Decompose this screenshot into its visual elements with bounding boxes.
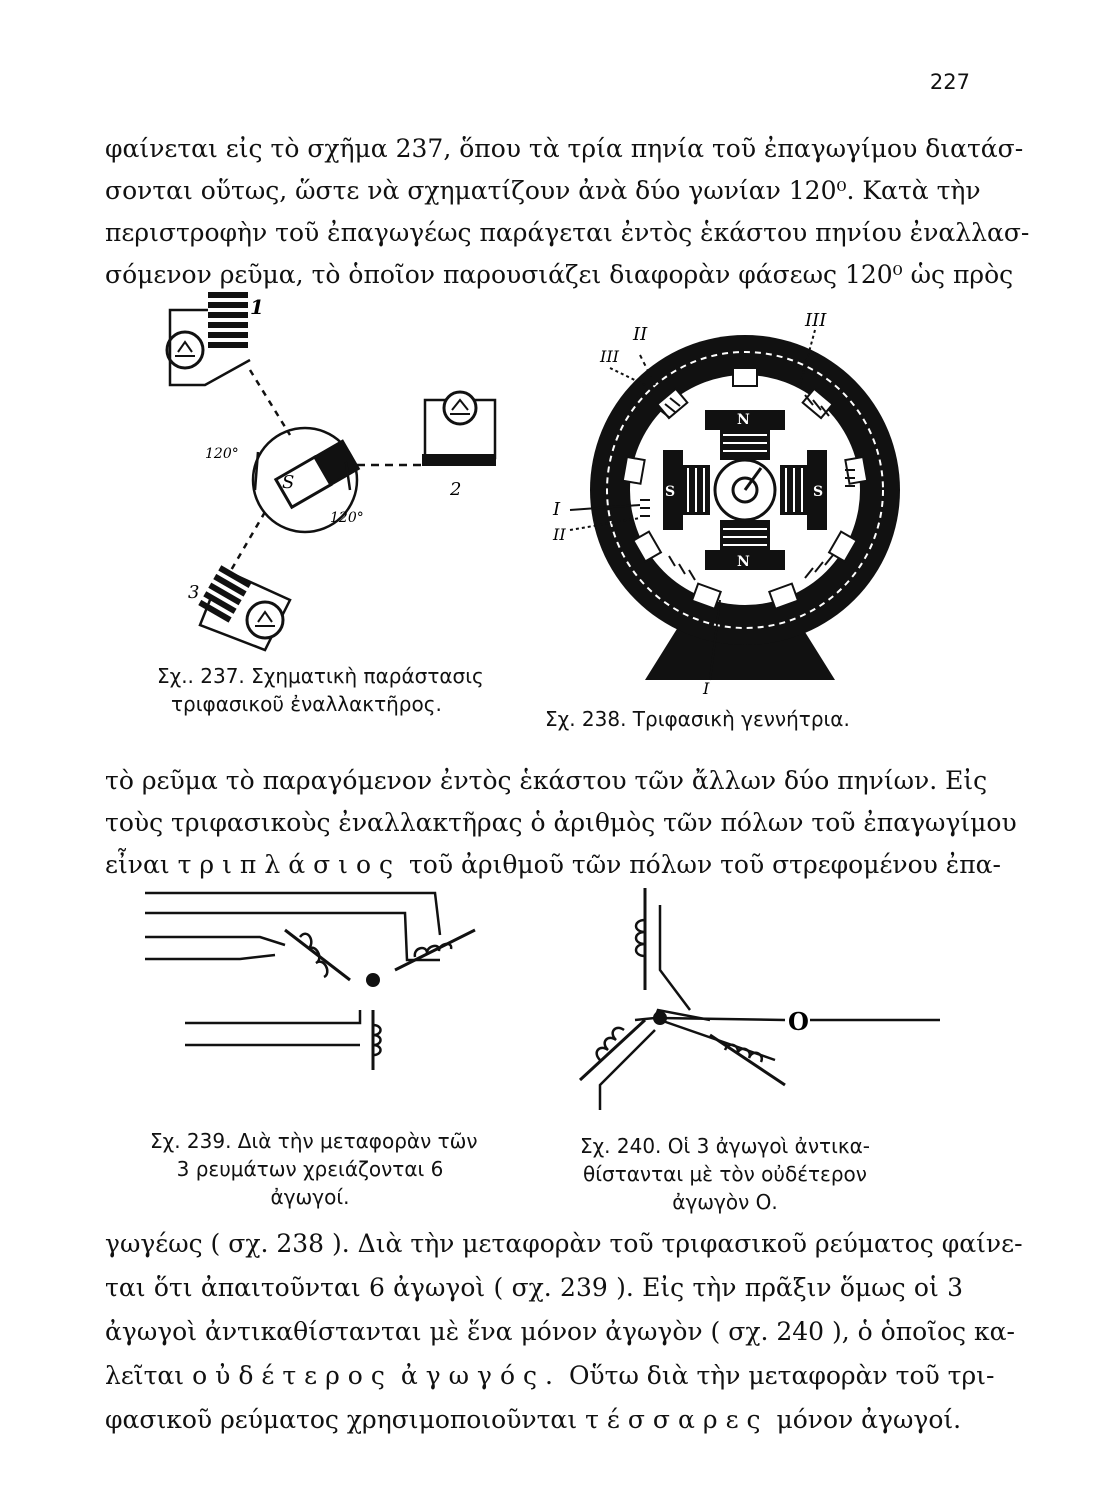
fig238-pole-n-bottom: N <box>737 554 750 570</box>
paragraph-2 <box>105 760 1017 886</box>
emphasized-word: τριπλάσιος <box>177 850 402 879</box>
paragraph-1 <box>105 128 1030 296</box>
paragraph-3 <box>105 1222 1023 1442</box>
fig237-label-angle-b: 120° <box>330 510 364 526</box>
fig238-label-left-ii: II <box>553 525 566 544</box>
figure-240-caption <box>560 1132 890 1216</box>
figure-237-caption-line: Σχ.. 237. Σχηματικὴ παράστασις <box>157 664 484 688</box>
fig238-label-top-iii-right: III <box>805 310 827 331</box>
page-number: 227 <box>929 70 970 94</box>
paragraph-2-word: τοῦ ἀριθμοῦ τῶν πόλων τοῦ στρεφομένου ἐπα- <box>408 850 1001 879</box>
figure-239-caption-line: Σχ. 239. Διὰ τὴν μεταφορὰν τῶν <box>150 1129 478 1153</box>
figure-239-caption-line: 3 ρευμάτων χρειάζονται 6 <box>176 1157 444 1181</box>
paragraph-3-word: μόνον ἀγωγοί. <box>776 1405 962 1434</box>
fig238-label-top-iii-left: III <box>600 347 619 366</box>
paragraph-1-line: φαίνεται εἰς τὸ σχῆμα 237, ὅπου τὰ τρία πηνία τοῦ ἐπαγωγίμου διατάσ- <box>105 134 1024 163</box>
fig237-label-angle-a: 120° <box>205 446 239 462</box>
fig240-label-neutral: O <box>788 1007 809 1036</box>
fig237-label-coil-1: 1 <box>250 295 264 319</box>
paragraph-2-line: τοὺς τριφασικοὺς ἐναλλακτῆρας ὁ ἀριθμὸς τῶν πόλων τοῦ ἐπαγωγίμου <box>105 808 1017 837</box>
fig238-pole-s-right: S <box>813 484 824 500</box>
figure-240-caption-line: Σχ. 240. Οἱ 3 ἀγωγοὶ ἀντικα- <box>579 1134 871 1158</box>
paragraph-1-line: σόμενον ρεῦμα, τὸ ὁποῖον παρουσιάζει διαφορὰν φάσεως 120⁰ ὡς πρὸς <box>105 260 1014 289</box>
paragraph-3-word: λεῖται <box>105 1361 185 1390</box>
fig238-label-left-i: I <box>553 499 561 520</box>
paragraph-1-line: σονται οὕτως, ὥστε νὰ σχηματίζουν ἀνὰ δύο γωνίαν 120⁰. Κατὰ τὴν <box>105 176 981 205</box>
coil-1-winding <box>167 292 250 385</box>
figure-239-caption <box>150 1127 478 1211</box>
paragraph-2-word: εἶναι <box>105 850 170 879</box>
paragraph-3-line <box>105 1354 995 1398</box>
paragraph-3-line <box>105 1398 963 1442</box>
coil-3-winding <box>198 565 290 650</box>
neutral-node <box>653 1011 667 1025</box>
paragraph-1-line: περιστροφὴν τοῦ ἐπαγωγέως παράγεται ἐντὸς ἑκάστου πηνίου ἐναλλασ- <box>105 218 1030 247</box>
figure-238-diagram <box>545 300 915 700</box>
paragraph-3-line: ται ὅτι ἀπαιτοῦνται 6 ἀγωγοὶ ( σχ. 239 ). Εἰς τὴν πρᾶξιν ὅμως οἱ 3 <box>105 1273 963 1302</box>
center-node <box>366 973 380 987</box>
figure-237-caption-line: τριφασικοῦ ἐναλλακτῆρος. <box>171 692 442 716</box>
figure-238-caption-line: Σχ. 238. Τριφασικὴ γεννήτρια. <box>545 707 850 731</box>
figure-240-caption-line: ἀγωγὸν Ο. <box>672 1190 778 1214</box>
fig238-label-bottom-i: I <box>703 679 710 698</box>
figure-239-caption-line: ἀγωγοί. <box>270 1185 350 1209</box>
fig238-label-top-ii: II <box>633 324 648 345</box>
fig237-label-pole: S <box>282 472 295 493</box>
emphasized-word: ἀγωγός. <box>400 1361 561 1390</box>
paragraph-2-line: τὸ ρεῦμα τὸ παραγόμενον ἐντὸς ἑκάστου τῶν ἄλλων δύο πηνίων. Εἰς <box>105 766 988 795</box>
paragraph-3-line: ἀγωγοὶ ἀντικαθίστανται μὲ ἕνα μόνον ἀγωγὸν ( σχ. 240 ), ὁ ὁποῖος κα- <box>105 1317 1015 1346</box>
fig237-label-coil-3: 3 <box>188 582 200 603</box>
paragraph-3-word: Οὕτω διὰ τὴν μεταφορὰν τοῦ τρι- <box>568 1361 995 1390</box>
fig238-pole-n-top: N <box>737 412 750 428</box>
figure-240-caption-line: θίστανται μὲ τὸν οὐδέτερον <box>583 1162 867 1186</box>
coil-2-winding <box>422 392 496 466</box>
paragraph-3-line: γωγέως ( σχ. 238 ). Διὰ τὴν μεταφορὰν τοῦ τριφασικοῦ ρεύματος φαίνε- <box>105 1229 1023 1258</box>
figure-239-diagram <box>145 885 485 1085</box>
figure-237-caption <box>157 662 497 718</box>
fig238-pole-s-left: S <box>665 484 676 500</box>
figure-237-diagram <box>150 280 520 670</box>
emphasized-word: οὐδέτερος <box>192 1361 393 1390</box>
fig237-label-coil-2: 2 <box>450 479 462 500</box>
emphasized-word: τέσσαρες <box>585 1405 769 1434</box>
figure-240-diagram <box>560 880 960 1120</box>
paragraph-3-word: φασικοῦ ρεύματος χρησιμοποιοῦνται <box>105 1405 578 1434</box>
figure-238-caption <box>545 705 905 733</box>
